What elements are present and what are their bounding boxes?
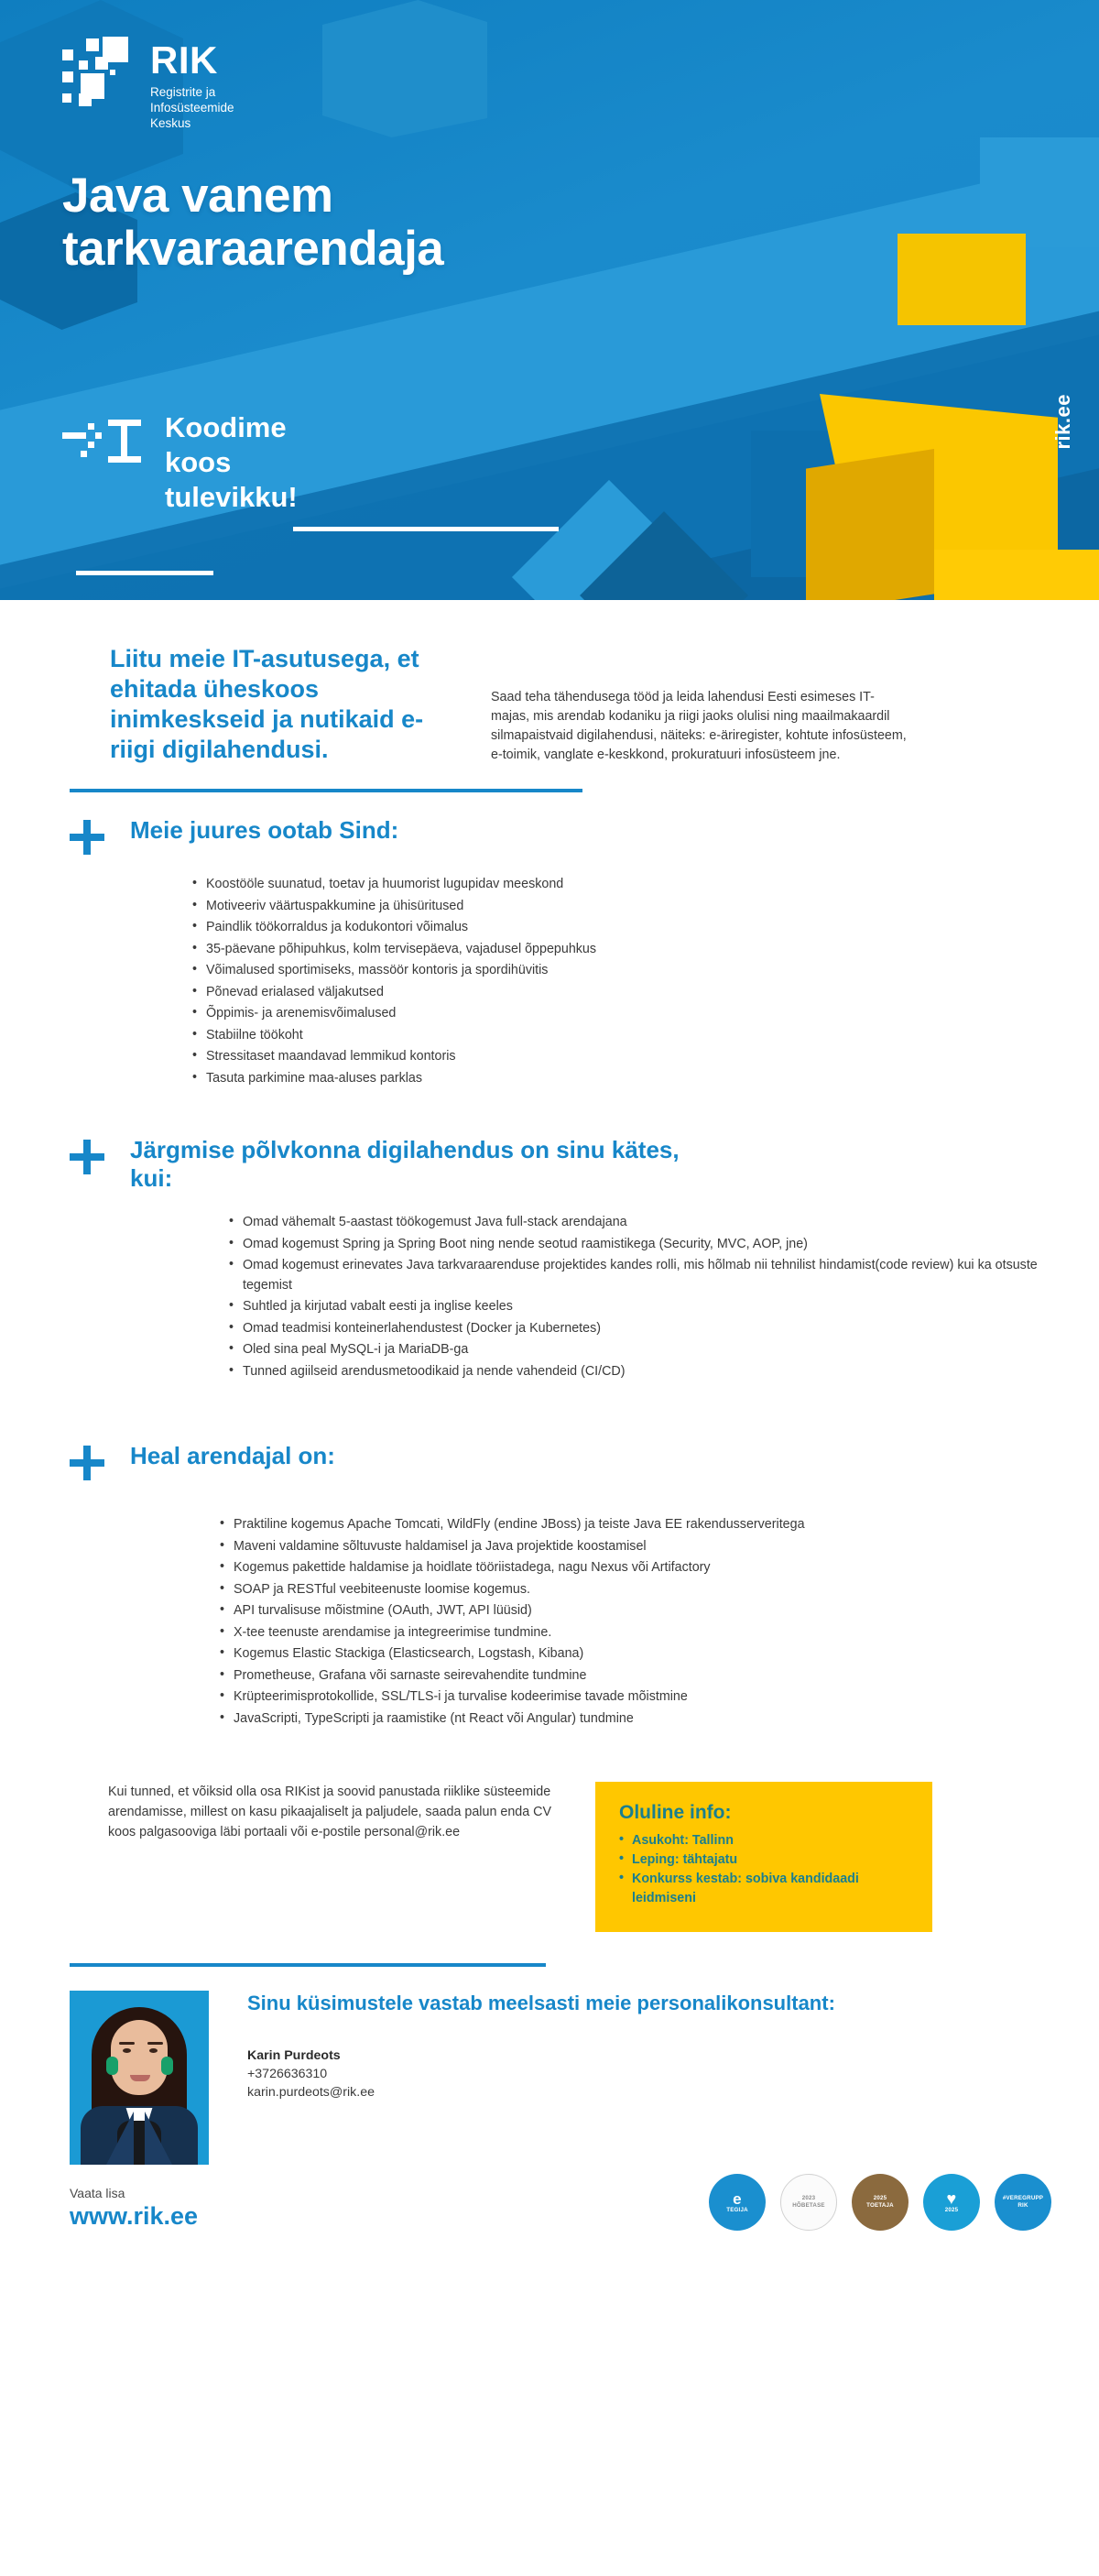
info-box-title: Oluline info: [619,1802,732,1823]
hero-tagline-text [165,410,298,515]
section-benefits [0,792,1099,1088]
info-box-item: • Konkurss kestab: sobiva kandidaadi leidmiseni [619,1870,909,1908]
list-item: • SOAP ja RESTful veebiteenuste loomise kogemus. [220,1580,1044,1600]
page-footer [0,2165,1099,2231]
list-item: • Omad kogemust erinevates Java tarkvaraarenduse projektides kandes rolli, mis hõlmab nii tehnilist hindamist(code review) kui ka otsuste tegemist [229,1256,1044,1295]
heart-hands-icon: ♥ [946,2189,957,2208]
hero-banner [0,0,1099,600]
vertical-website-url[interactable]: rik.ee [1051,394,1074,450]
list-item: • Oled sina peal MySQL-i ja MariaDB-ga [229,1340,1044,1360]
info-box-item: • Asukoht: Tallinn [619,1831,909,1850]
contact-section [0,1967,1099,2165]
avatar [70,1991,209,2165]
intro-section [0,600,1099,792]
closing-paragraph: Kui tunned, et võiksid olla osa RIKist ja soovid panustada riiklike süsteemide arendamisse, millest on kasu pikaajaliselt ja paljudele, saada palun enda CV koos palgasooviga läbi portaali või e-postile personal@rik.ee [108,1785,551,1839]
list-item: • Põnevad erialased väljakutsed [192,983,1044,1003]
badge-line-2: RIK [1017,2202,1028,2209]
plus-icon [70,1446,104,1480]
list-item: • Stressitaset maandavad lemmikud kontoris [192,1047,1044,1067]
badge-line-3: HÕBETASE [792,2202,825,2209]
rik-logo-mark-icon [62,37,134,108]
iso-cube-1 [322,0,542,174]
list-item: • Stabiilne töökoht [192,1026,1044,1046]
intro-paragraph: Saad teha tähendusega tööd ja leida lahendusi Eesti esimeses IT-majas, mis arendab kodaniku ja riigi jaoks olulisi ning maailmakaardil silmapaistvaid digilahendusi, näiteks: e-äriregister, kohtute infosüsteem, e-toimik, vanglate e-keskkond, prokuratuuri infosüsteem jne. [491,690,907,762]
important-info-box [595,1782,932,1932]
logo-subtitle-line-3: Keskus [150,116,191,130]
list-item: • Õppimis- ja arenemisvõimalused [192,1004,1044,1024]
logo-subtitle-line-2: Infosüsteemide [150,101,234,115]
list-item: • Omad teadmisi konteinerlahendustest (Docker ja Kubernetes) [229,1319,1044,1339]
plus-icon [70,1140,104,1174]
list-item: • Tunned agiilseid arendusmetoodikaid ja nende vahendeid (CI/CD) [229,1362,1044,1382]
badge-line-1: 2025 [873,2195,887,2201]
hero-tagline [62,410,298,515]
footer-website-block[interactable] [70,2186,198,2231]
list-item: • Omad kogemust Spring ja Spring Boot ning nende seotud raamistikega (Security, MVC, AOP, jne) [229,1235,1044,1255]
contact-phone[interactable]: +3726636310 [247,2067,328,2081]
contact-heading: Sinu küsimustele vastab meelsasti meie personalikonsultant: [247,1992,835,2014]
blue-chip-1 [980,137,1099,247]
tagline-line-2: koos [165,446,232,478]
certification-badges [709,2174,1099,2231]
tagline-line-1: Koodime [165,411,287,443]
intro-heading: Liitu meie IT-asutusega, et ehitada üheskoos inimkeskseid ja nutikaid e-riigi digilahendusi. [110,645,424,763]
page-title-line-2: tarkvaraarendaja [62,222,444,276]
badge-line-3: TOETAJA [866,2202,894,2209]
contact-email[interactable]: karin.purdeots@rik.ee [247,2085,375,2100]
rik-logo[interactable] [62,37,234,131]
list-item: • 35-päevane põhipuhkus, kolm tervisepäeva, vajadusel õppepuhkus [192,940,1044,960]
tagline-line-3: tulevikku! [165,481,298,513]
list-item: • Motiveeriv väärtuspakkumine ja ühisüritused [192,897,1044,917]
list-item: • API turvalisuse mõistmine (OAuth, JWT, API lüüsid) [220,1601,1044,1621]
list-item: • Prometheuse, Grafana või sarnaste seirevahendite tundmine [220,1666,1044,1686]
list-item: • Võimalused sportimiseks, massöör kontoris ja spordihüvitis [192,961,1044,981]
rik-logo-text: RIK [150,38,218,82]
veregrupp-rik-badge [995,2174,1051,2231]
list-item: • Koostööle suunatud, toetav ja huumorist lugupidav meeskond [192,875,1044,895]
section-title: Heal arendajal on: [130,1442,335,1469]
list-item: • Omad vähemalt 5-aastast töökogemust Java full-stack arendajana [229,1213,1044,1233]
rik-logo-subtitle [150,84,234,131]
nice-to-have-list [0,1515,1099,1729]
list-item: • Tasuta parkimine maa-aluses parklas [192,1069,1044,1089]
tervist-edendav-tookoht-badge [923,2174,980,2231]
riigikaitsjate-toetaja-badge [852,2174,909,2231]
kaugtoo-tegija-badge [709,2174,766,2231]
list-item: • X-tee teenuste arendamise ja integreerimise tundmine. [220,1623,1044,1643]
info-box-item: • Leping: tähtajatu [619,1850,909,1870]
logo-subtitle-line-1: Registrite ja [150,85,216,99]
section-requirements [0,1112,1099,1381]
list-item: • JavaScripti, TypeScripti ja raamistike (nt React või Angular) tundmine [220,1709,1044,1730]
yellow-chip-bottom [934,550,1099,600]
see-more-label: Vaata lisa [70,2186,125,2200]
page-title [62,169,443,276]
page-title-line-1: Java vanem [62,169,333,223]
section-nice-to-have [0,1418,1099,1729]
requirements-list [0,1213,1099,1381]
arrow-into-bracket-icon [62,416,141,473]
list-item: • Praktiline kogemus Apache Tomcati, WildFly (endine JBoss) ja teiste Java EE rakendusserveritega [220,1515,1044,1535]
closing-section [0,1730,1099,1932]
tagline-rule-right [293,527,559,531]
list-item: • Paindlik töökorraldus ja kodukontori võimalus [192,918,1044,938]
list-item: • Maveni valdamine sõltuvuste haldamisel ja Java projektide koostamisel [220,1537,1044,1557]
section-title: Meie juures ootab Sind: [130,816,399,844]
badge-line-2: 2023 [801,2195,816,2201]
yellow-chip-shadow [806,449,934,600]
e-glyph-icon: e [733,2189,742,2208]
badge-line-2: TEGIJA [726,2206,748,2213]
list-item: • Kogemus Elastic Stackiga (Elasticsearch, Logstash, Kibana) [220,1644,1044,1665]
list-item: • Kogemus pakettide haldamise ja hoidlate tööriistadega, nagu Nexus või Artifactory [220,1558,1044,1578]
contact-name: Karin Purdeots [247,2048,341,2063]
benefits-list [0,875,1099,1088]
yellow-chip-1 [898,234,1026,325]
intro-divider [70,789,582,792]
vaimset-tervist-hobetase-badge [780,2174,837,2231]
badge-line-1: #VEREGRUPP [1002,2195,1044,2201]
list-item: • Suhtled ja kirjutad vabalt eesti ja inglise keeles [229,1297,1044,1317]
plus-icon [70,820,104,855]
footer-website-url[interactable]: www.rik.ee [70,2202,199,2230]
list-item: • Krüpteerimisprotokollide, SSL/TLS-i ja turvalise kodeerimise tavade mõistmine [220,1687,1044,1708]
tagline-rule-left [76,571,213,575]
badge-line-2: 2025 [944,2207,959,2213]
section-title: Järgmise põlvkonna digilahendus on sinu kätes, kui: [130,1136,680,1192]
